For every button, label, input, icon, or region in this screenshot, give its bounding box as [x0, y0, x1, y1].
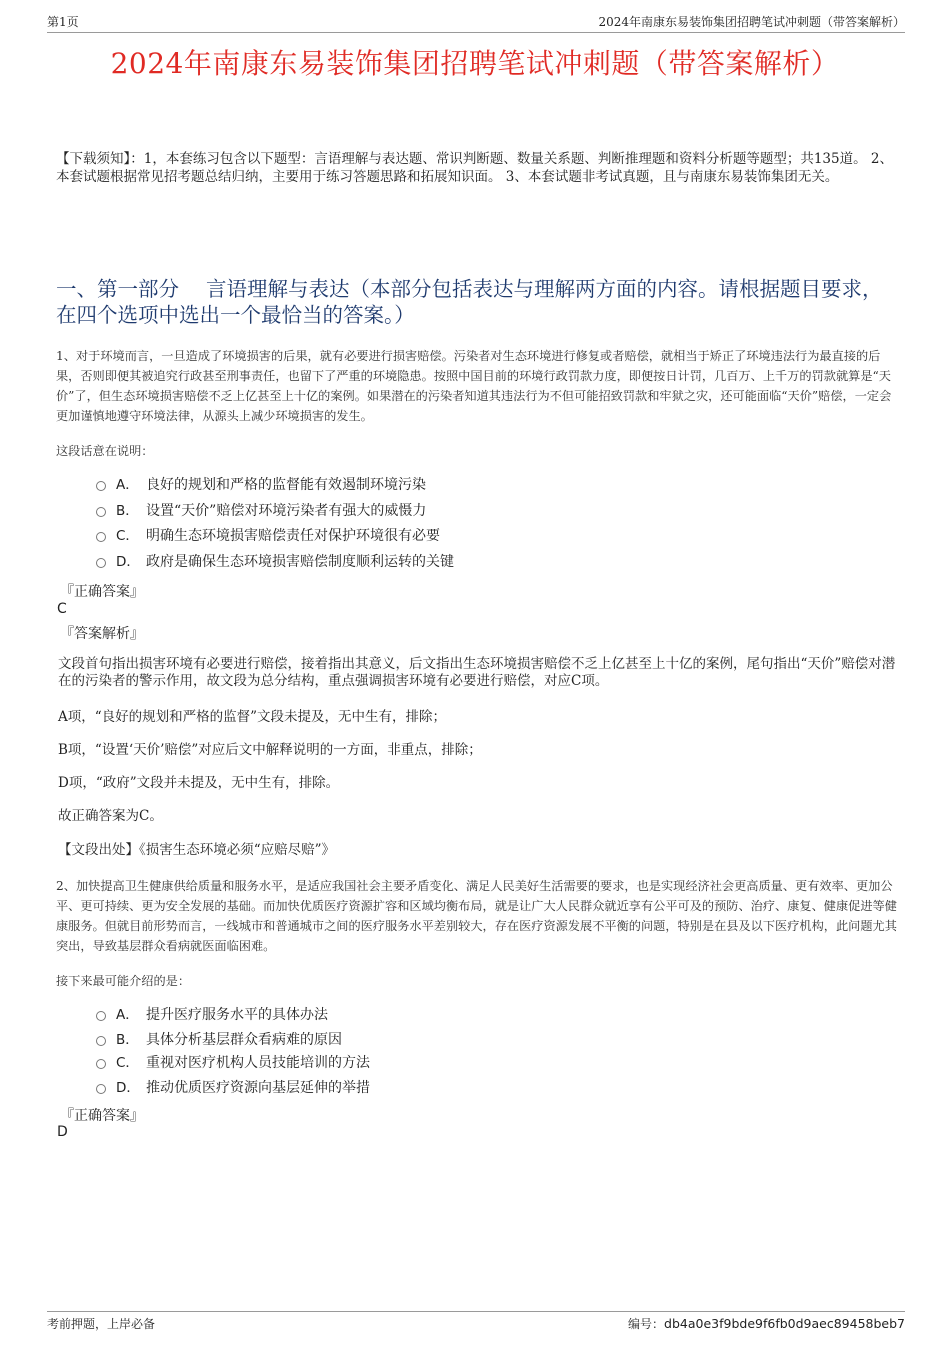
option-text: 设置“天价”赔偿对环境污染者有强大的威慑力 [146, 502, 427, 519]
option-text: 政府是确保生态环境损害赔偿制度顺利运转的关键 [146, 553, 454, 570]
option-key: A． [116, 477, 139, 493]
option-key: B． [116, 1031, 139, 1048]
radio-icon[interactable] [96, 558, 106, 568]
radio-icon[interactable] [96, 481, 106, 491]
question-1-answer: C [57, 601, 67, 617]
question-1-stem: 1、对于环境而言，一旦造成了环境损害的后果，就有必要进行损害赔偿。污染者对生态环境进行修复或者赔偿，就相当于矫正了环境违法行为最直接的后果，否则即便其被追究行政甚至刑事责任，也留下了严重的环境隐患。按照中国目前的环境行政罚款力度，即便按日计罚，几百万、上千万的罚款就算是“天价”了，但生态环境损害赔偿不乏上亿甚至上十亿的案例。如果潜在的污染者知道其违法行为不但可能招致罚款和牢狱之灾，还可能面临“天价”赔偿，一定会更加谨慎地遵守环境法律，从源头上减少环境损害的发生。 [56, 349, 892, 423]
page-header [47, 12, 905, 33]
question-1-options [96, 473, 796, 575]
download-notice: 【下载须知】：1，本套练习包含以下题型：言语理解与表达题、常识判断题、数量关系题、判断推理题和资料分析题等题型；共135道。 2、本套试题根据常见招考题总结归纳，主要用于练习答题思路和拓展知识面。 3、本套试题非考试真题，且与南康东易装饰集团无关。 [56, 151, 893, 185]
header-doc-name: 2024年南康东易装饰集团招聘笔试冲刺题（带答案解析） [598, 15, 905, 29]
question-2-options [96, 1003, 796, 1102]
question-2-option-c[interactable] [96, 1051, 796, 1077]
option-key: C． [116, 528, 139, 544]
question-1-answer-label: 『正确答案』 [60, 584, 144, 600]
option-key: B． [116, 502, 139, 519]
radio-icon[interactable] [96, 507, 106, 517]
question-1-option-d[interactable] [96, 550, 796, 576]
question-2-prompt: 接下来最可能介绍的是： [56, 974, 191, 988]
option-text: 明确生态环境损害赔偿责任对保护环境很有必要 [146, 528, 440, 544]
analysis-paragraph: 故正确答案为C。 [58, 808, 163, 824]
question-1-prompt: 这段话意在说明： [56, 444, 154, 458]
analysis-paragraph: 文段首句指出损害环境有必要进行赔偿，接着指出其意义，后文指出生态环境损害赔偿不乏上亿甚至上十亿的案例，尾句指出“天价”赔偿对潜在的污染者的警示作用，故文段为总分结构，重点强调损害环境有必要进行赔偿，对应C项。 [58, 656, 896, 689]
radio-icon[interactable] [96, 1036, 106, 1046]
question-2-stem: 2、加快提高卫生健康供给质量和服务水平，是适应我国社会主要矛盾变化、满足人民美好生活需要的要求，也是实现经济社会更高质量、更有效率、更加公平、更可持续、更为安全发展的基础。而加快优质医疗资源扩容和区域均衡布局，就是让广大人民群众就近享有公平可及的预防、治疗、康复、健康促进等健康服务。但就目前形势而言，一线城市和普通城市之间的医疗服务水平差别较大，存在医疗资源发展不平衡的问题，特别是在县及以下医疗机构，此问题尤其突出，导致基层群众看病就医面临困难。 [56, 879, 897, 953]
option-text: 重视对医疗机构人员技能培训的方法 [146, 1054, 370, 1071]
analysis-source: 【文段出处】《损害生态环境必须“应赔尽赔”》 [58, 842, 336, 858]
analysis-paragraph: B项，“设置‘天价’赔偿”对应后文中解释说明的一方面，非重点，排除； [58, 742, 482, 758]
option-key: C． [116, 1054, 139, 1071]
footer-code-label: 编号： [628, 1317, 665, 1331]
document-title: 2024年南康东易装饰集团招聘笔试冲刺题（带答案解析） [110, 47, 840, 80]
question-2-answer-label: 『正确答案』 [60, 1108, 144, 1124]
option-key: D． [116, 553, 140, 570]
option-text: 具体分析基层群众看病难的原因 [146, 1031, 342, 1048]
option-key: A． [116, 1007, 139, 1023]
radio-icon[interactable] [96, 1084, 106, 1094]
option-key: D． [116, 1080, 140, 1096]
question-1-option-c[interactable] [96, 524, 796, 550]
footer-slogan: 考前押题，上岸必备 [47, 1317, 156, 1331]
page-number: 第1页 [47, 15, 79, 29]
page-footer [47, 1311, 905, 1332]
question-2-option-a[interactable] [96, 1003, 796, 1029]
question-2-option-d[interactable] [96, 1076, 796, 1102]
question-2-answer: D [57, 1124, 68, 1140]
option-text: 良好的规划和严格的监督能有效遏制环境污染 [146, 477, 426, 493]
question-1-analysis-label: 『答案解析』 [60, 626, 144, 642]
radio-icon[interactable] [96, 1011, 106, 1021]
question-2-option-b[interactable] [96, 1029, 796, 1051]
option-text: 提升医疗服务水平的具体办法 [146, 1007, 328, 1023]
question-1-option-b[interactable] [96, 499, 796, 525]
section-heading: 一、第一部分 言语理解与表达（本部分包括表达与理解两方面的内容。请根据题目要求，在四个选项中选出一个最恰当的答案。） [56, 277, 883, 327]
footer-code-block [628, 1314, 905, 1334]
radio-icon[interactable] [96, 532, 106, 542]
radio-icon[interactable] [96, 1059, 106, 1069]
footer-code: db4a0e3f9bde9f6fb0d9aec89458beb7 [664, 1316, 905, 1331]
analysis-paragraph: A项，“良好的规划和严格的监督”文段未提及，无中生有，排除； [58, 709, 447, 725]
analysis-paragraph: D项，“政府”文段并未提及，无中生有，排除。 [58, 775, 340, 791]
option-text: 推动优质医疗资源向基层延伸的举措 [146, 1080, 370, 1096]
question-1-option-a[interactable] [96, 473, 796, 499]
